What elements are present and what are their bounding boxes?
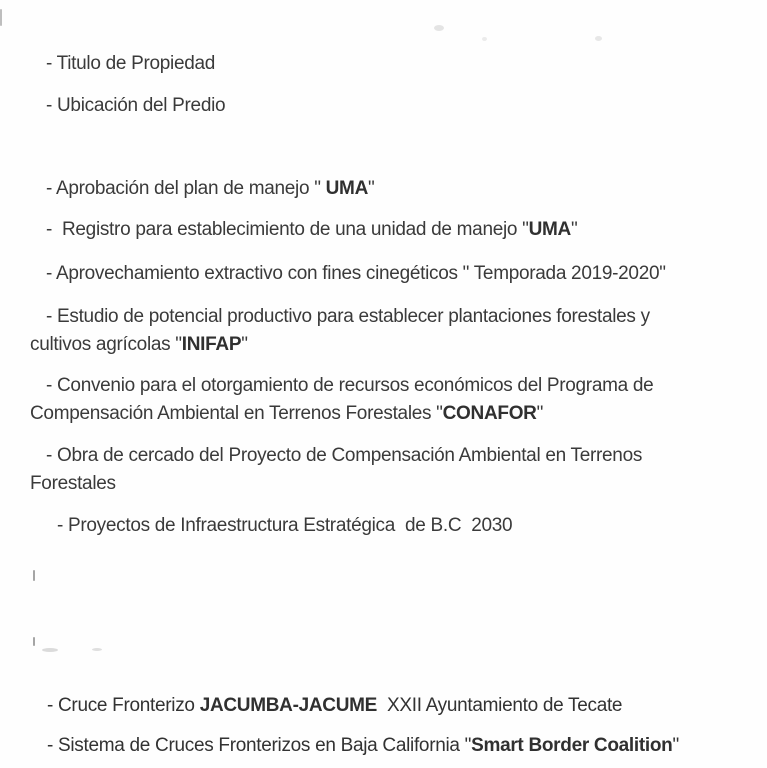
- list-item-text: - Proyectos de Infraestructura Estratégica de B.C 2030: [57, 515, 513, 536]
- list-item-text: ": [241, 334, 248, 355]
- list-item-line: [30, 50, 759, 78]
- scan-artifact-speck: [482, 37, 487, 41]
- list-item-text: XXII Ayuntamiento de Tecate: [377, 695, 623, 716]
- list-item-text: cultivos agrícolas ": [30, 334, 182, 355]
- list-item-text: - Cruce Fronterizo: [47, 695, 200, 716]
- list-item-text: ": [536, 403, 544, 424]
- list-item-line: [30, 92, 759, 120]
- scan-artifact-speck: [595, 36, 602, 41]
- scan-artifact-edge-mark: [0, 9, 2, 26]
- list-item-text: Compensación Ambiental en Terrenos Forestales ": [30, 403, 443, 424]
- list-item-proyectos-infraestructura: [30, 512, 759, 540]
- list-item-aprobacion-plan-manejo: [30, 175, 759, 203]
- list-item-text: - Convenio para el otorgamiento de recursos económicos del Programa de: [46, 375, 654, 396]
- list-item-cruce-fronterizo: [30, 692, 759, 720]
- bold-term-uma: UMA: [325, 178, 368, 199]
- list-item-line: [30, 732, 759, 760]
- list-item-line: [30, 175, 759, 203]
- list-item-line: [30, 331, 759, 359]
- list-item-line: [30, 400, 759, 428]
- list-item-text: - Ubicación del Predio: [46, 95, 226, 116]
- scan-artifact-smudge: [42, 648, 58, 652]
- list-item-registro-unidad-manejo: [30, 216, 759, 244]
- scan-artifact-tick: [33, 637, 35, 646]
- list-item-aprovechamiento-extractivo: [30, 260, 759, 288]
- list-item-text: ": [570, 219, 578, 240]
- list-item-line: [30, 470, 759, 498]
- scan-artifact-speck: [434, 25, 444, 31]
- list-item-convenio-recursos-economicos: [30, 372, 759, 428]
- bold-term-uma: UMA: [528, 219, 571, 240]
- list-item-line: [30, 303, 759, 331]
- bold-term-conafor: CONAFOR: [442, 403, 537, 424]
- list-item-line: [30, 512, 759, 540]
- bold-term-smart-border-coalition: Smart Border Coalition: [471, 735, 673, 756]
- list-item-line: [30, 216, 759, 244]
- bold-term-jacumba-jacume: JACUMBA-JACUME: [199, 695, 378, 716]
- list-item-line: [30, 442, 759, 470]
- scan-artifact-smudge: [92, 648, 102, 651]
- list-item-text: ": [672, 735, 679, 756]
- list-item-line: [30, 692, 759, 720]
- list-item-text: - Estudio de potencial productivo para establecer plantaciones forestales y: [46, 306, 650, 327]
- list-item-estudio-potencial-productivo: [30, 303, 759, 359]
- list-item-ubicacion-predio: [30, 92, 759, 120]
- list-item-sistema-cruces-fronterizos: [30, 732, 759, 760]
- list-item-text: - Obra de cercado del Proyecto de Compensación Ambiental en Terrenos: [46, 445, 643, 466]
- list-item-text: Forestales: [30, 473, 116, 494]
- list-item-titulo-propiedad: [30, 50, 759, 78]
- list-item-text: - Titulo de Propiedad: [46, 53, 216, 74]
- list-item-text: ": [368, 178, 375, 199]
- list-item-text: - Aprobación del plan de manejo ": [46, 178, 326, 199]
- list-item-obra-cercado: [30, 442, 759, 498]
- scan-artifact-tick: [33, 570, 35, 581]
- list-item-text: - Sistema de Cruces Fronterizos en Baja California ": [47, 735, 472, 756]
- list-item-line: [30, 260, 759, 288]
- list-item-text: - Aprovechamiento extractivo con fines cinegéticos " Temporada 2019-2020": [46, 263, 666, 284]
- list-item-line: [30, 372, 759, 400]
- list-item-text: - Registro para establecimiento de una unidad de manejo ": [46, 219, 529, 240]
- bold-term-inifap: INIFAP: [181, 334, 242, 355]
